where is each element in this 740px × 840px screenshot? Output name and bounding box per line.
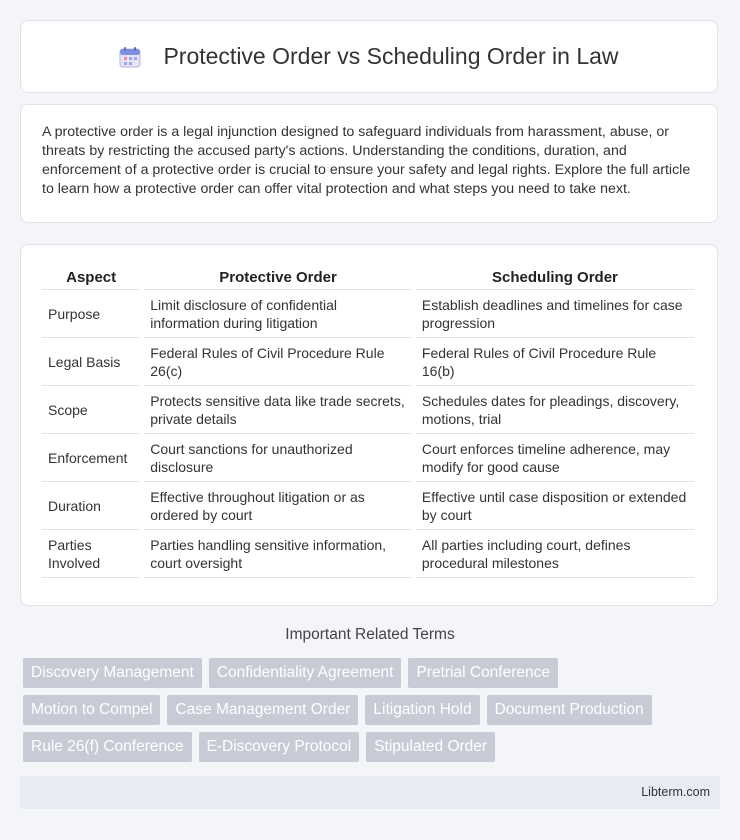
tag-document-production[interactable]: Document Production [487,695,652,725]
row-aspect: Enforcement [42,434,140,482]
tag-pretrial-conference[interactable]: Pretrial Conference [408,658,558,688]
row-scheduling: Federal Rules of Civil Procedure Rule 16(b) [416,338,694,386]
footer [20,776,720,809]
related-terms-title: Important Related Terms [285,626,455,643]
calendar-icon [119,46,141,68]
tag-motion-to-compel[interactable]: Motion to Compel [23,695,160,725]
comparison-card [20,244,718,606]
row-scheduling: All parties including court, defines procedural milestones [416,530,694,578]
title-card [20,20,718,93]
row-aspect: Purpose [42,290,140,338]
tag-e-discovery-protocol[interactable]: E-Discovery Protocol [199,732,360,762]
row-protective: Federal Rules of Civil Procedure Rule 26(c) [144,338,412,386]
row-aspect: Parties Involved [42,530,140,578]
related-terms [23,658,723,769]
header-aspect: Aspect [42,265,140,290]
table-row [42,434,694,482]
comparison-table [38,265,698,578]
row-protective: Effective throughout litigation or as ordered by court [144,482,412,530]
page-title: Protective Order vs Scheduling Order in Law [163,43,619,69]
tag-litigation-hold[interactable]: Litigation Hold [365,695,479,725]
tag-case-management-order[interactable]: Case Management Order [167,695,358,725]
row-scheduling: Establish deadlines and timelines for case progression [416,290,694,338]
tag-stipulated-order[interactable]: Stipulated Order [366,732,495,762]
intro-text: A protective order is a legal injunction designed to safeguard individuals from harassment, abuse, or threats by restricting the accused party's actions. Understanding the conditions, duration, and enforcement of a protective order is crucial to ensure your safety and legal rights. Explore the full article to learn how a protective order can offer vital protection and what steps you need to take next. [42,124,691,197]
row-protective: Court sanctions for unauthorized disclosure [144,434,412,482]
table-row [42,290,694,338]
row-protective: Parties handling sensitive information, court oversight [144,530,412,578]
row-protective: Limit disclosure of confidential information during litigation [144,290,412,338]
tag-confidentiality-agreement[interactable]: Confidentiality Agreement [209,658,402,688]
row-scheduling: Effective until case disposition or extended by court [416,482,694,530]
footer-site-link[interactable]: Libterm.com [641,785,710,799]
row-protective: Protects sensitive data like trade secrets, private details [144,386,412,434]
header-scheduling-order: Scheduling Order [416,265,694,290]
table-row [42,338,694,386]
row-aspect: Legal Basis [42,338,140,386]
table-header-row [42,265,694,290]
tag-row [23,732,723,762]
tag-discovery-management[interactable]: Discovery Management [23,658,202,688]
tag-rule-26f-conference[interactable]: Rule 26(f) Conference [23,732,192,762]
row-aspect: Scope [42,386,140,434]
intro-card [20,104,718,223]
table-row [42,386,694,434]
table-row [42,530,694,578]
row-scheduling: Schedules dates for pleadings, discovery, motions, trial [416,386,694,434]
tag-row [23,658,723,688]
tag-row [23,695,723,725]
row-aspect: Duration [42,482,140,530]
table-row [42,482,694,530]
row-scheduling: Court enforces timeline adherence, may modify for good cause [416,434,694,482]
header-protective-order: Protective Order [144,265,412,290]
